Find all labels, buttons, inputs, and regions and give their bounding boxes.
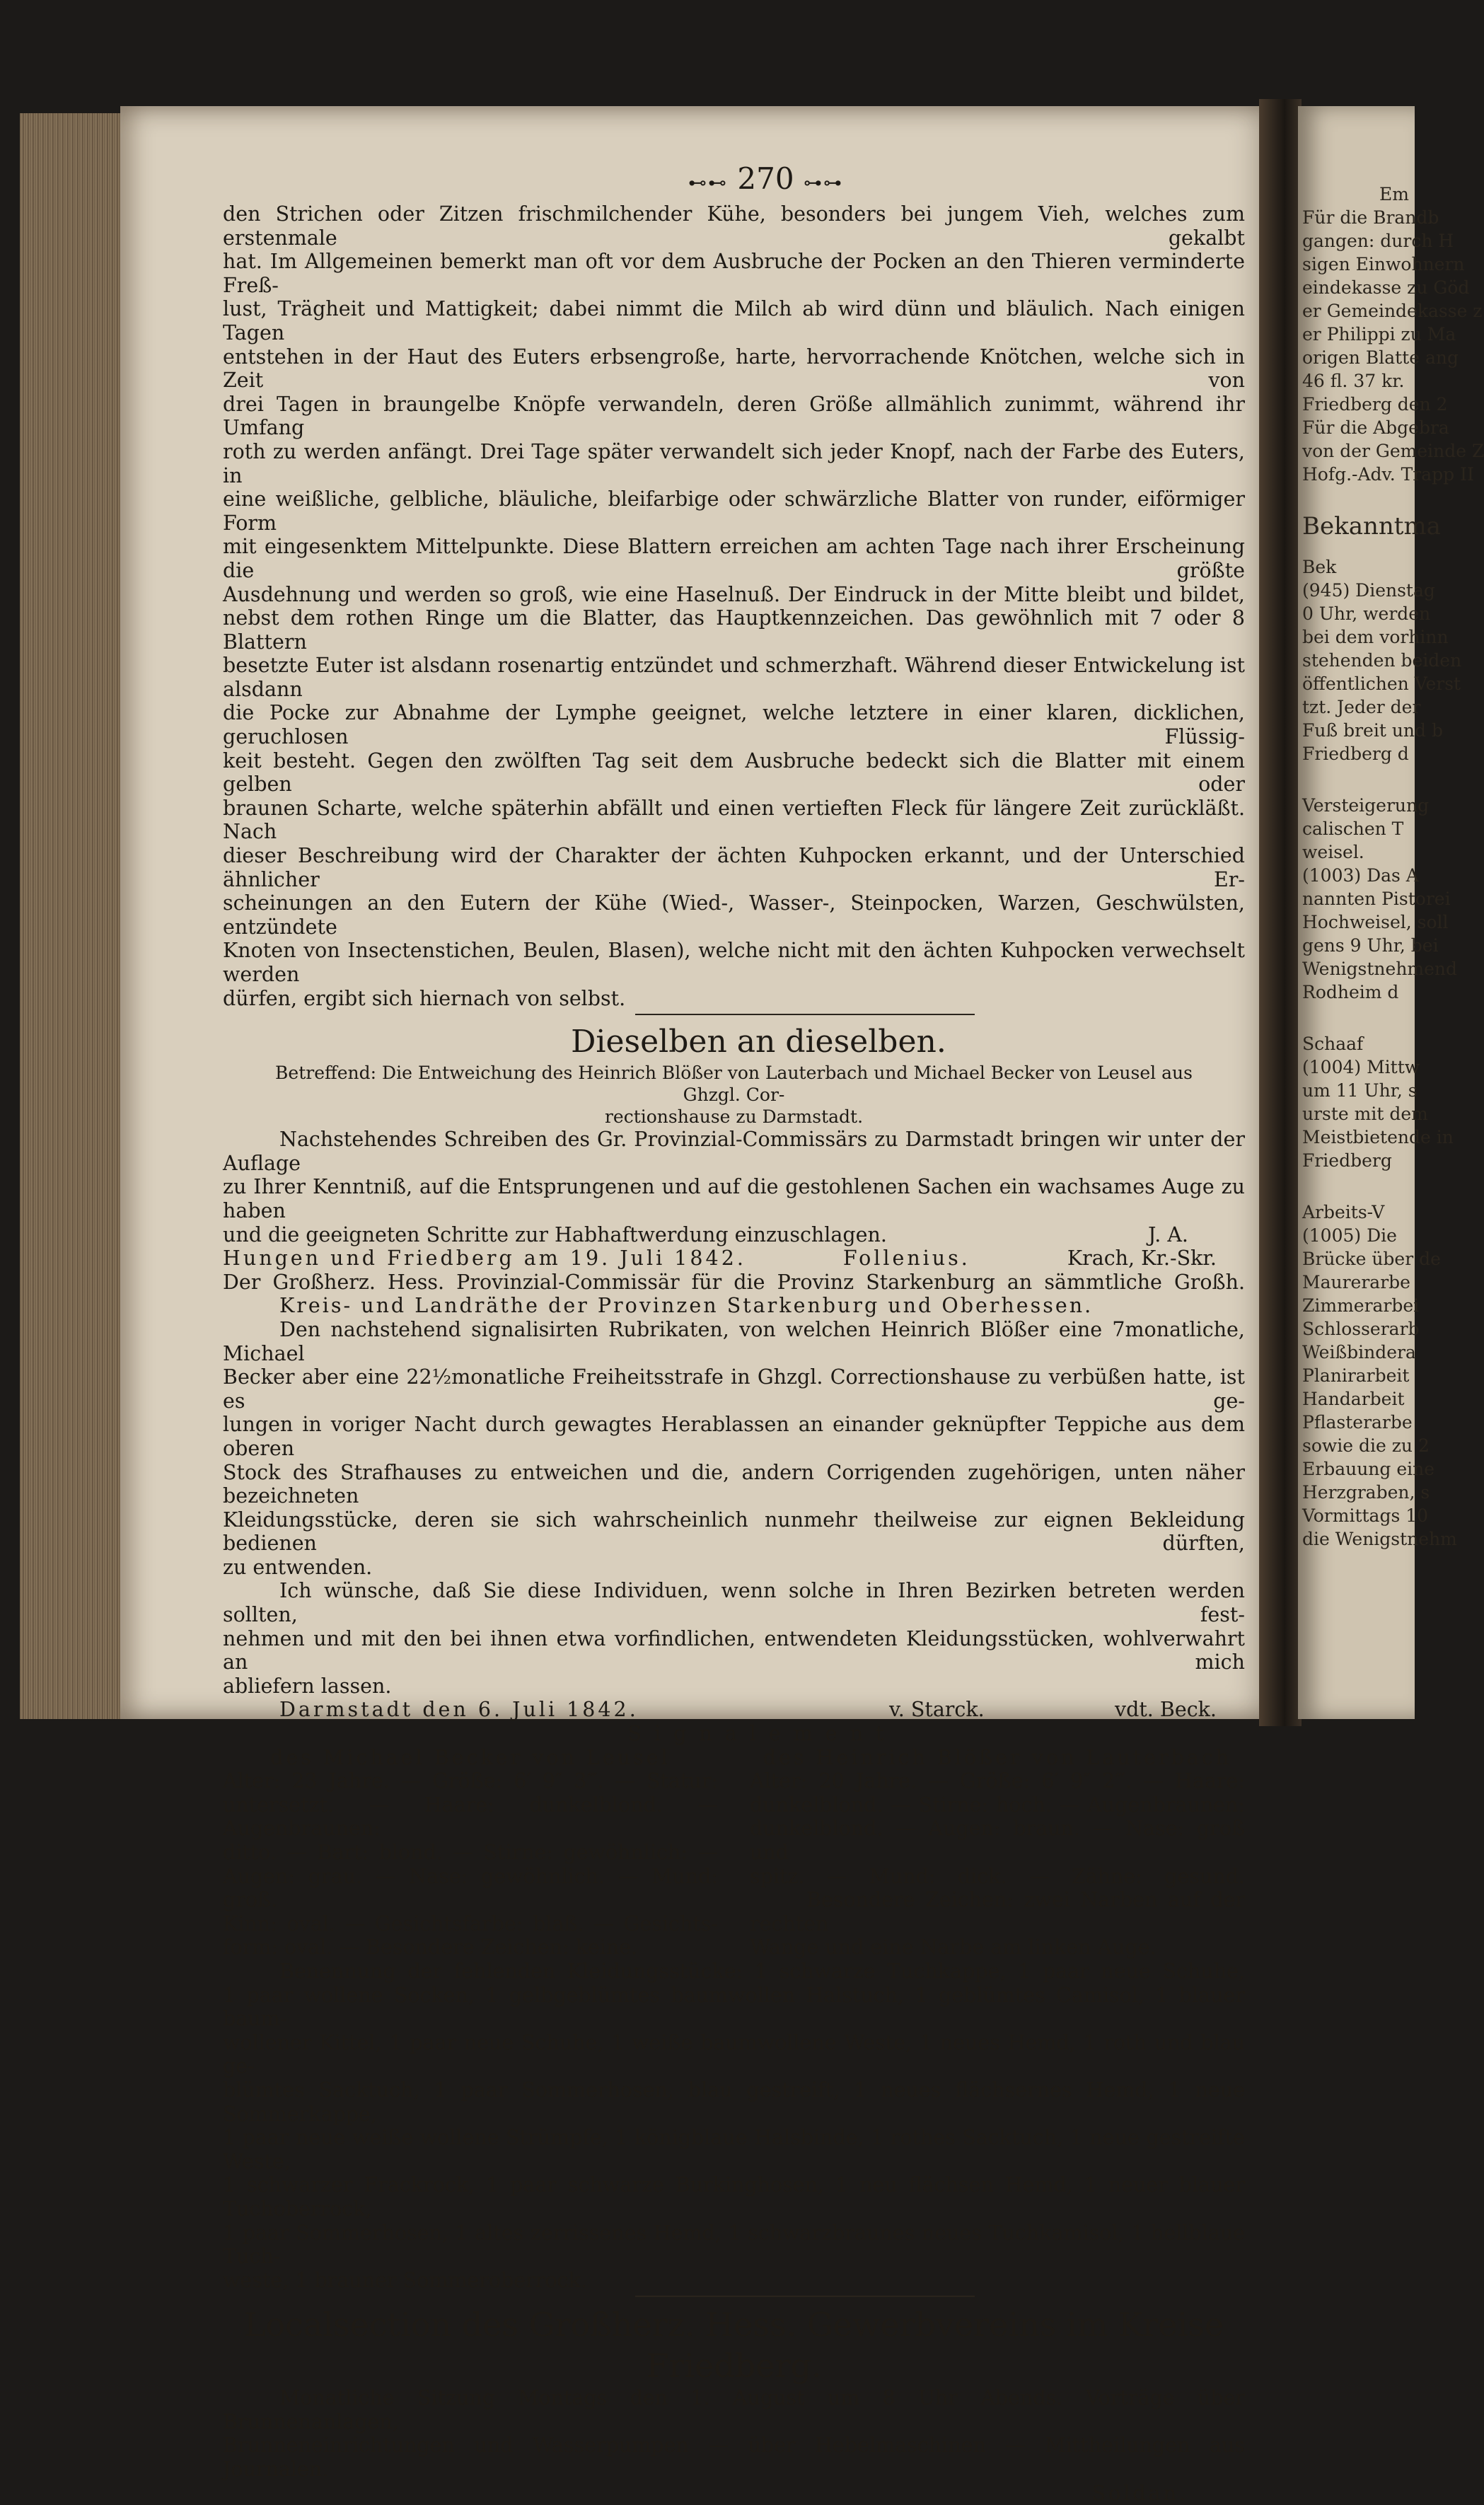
next-page-text: Bekanntma <box>1302 512 1441 540</box>
signalement-line: Augen: grau. — Nase: gewöhnlich. — Mund: groß. <box>223 1864 718 1912</box>
next-page-text: er Philippi zu Ma <box>1302 324 1456 345</box>
clothing-line: 1 paar neue weiße wollene Strümpfe, 1 königblaue Halsbinde, 1 rothes Sacktuch, 1 neue gestreifte Weste, <box>223 2126 1245 2173</box>
signalement-line: dunkelblond. — Stirne: hoch. — Augenbraunen: <box>750 1793 1245 1817</box>
paragraph-escape <box>223 1318 1245 1580</box>
next-page-text: Herzgraben, s <box>1302 1482 1430 1503</box>
next-page-text: (1005) Die <box>1302 1225 1397 1246</box>
next-page-text: Vormittags 10 <box>1302 1505 1429 1526</box>
signalement-line: Kinn: oval. — Gesichtsfarbe: blaß. — Gesichts- <box>223 1911 718 1936</box>
ia-mark: J. A. <box>1148 1222 1188 1246</box>
intro-line: eine weißliche, gelbliche, bläuliche, bleifarbige oder schwärzliche Blatter von runder, eiförmiger Form <box>223 487 1245 535</box>
intro-line: Ausdehnung und werden so groß, wie eine Haselnuß. Der Eindruck in der Mitte bleibt und bildet, <box>223 582 1245 606</box>
next-page-text: Handarbeit <box>1302 1389 1405 1409</box>
next-page-text: um 11 Uhr, s <box>1302 1080 1418 1101</box>
next-page-text: eindekasse zu Göd <box>1302 277 1470 298</box>
next-page-text: Rodheim d <box>1302 982 1399 1002</box>
intro-line: nebst dem rothen Ringe um die Blatter, das Hauptkennzeichen. Das gewöhnlich mit 7 oder 8 Blattern <box>223 606 1245 654</box>
next-page-text: Friedberg d <box>1302 744 1409 764</box>
section2-text <box>223 2386 1245 2481</box>
next-page-text: Erbauung eine <box>1302 1459 1435 1479</box>
divider-2 <box>635 2296 975 2297</box>
signature-krach: Krach, Kr.-Skr. <box>1067 1246 1217 1271</box>
subject-line-text: Betreffend: Die Entweichung des Heinrich Blößer von Lauterbach und Michael Becker von Leusel aus Ghzgl. Cor- <box>275 1063 1193 1106</box>
signalement-line: untersetzt. — Haare: dunkelblond. — Augenbraunen: <box>223 1793 718 1841</box>
next-page-text: er Gemeindekasse z <box>1302 301 1483 321</box>
signature-soldan: Soldan. <box>1091 2481 1188 2505</box>
next-page-text: 46 fl. 37 kr. <box>1302 371 1405 391</box>
clothing-line: wollener Kittel, 1 paar neue Schuhe, 1 weiße baumwollene Weste, 1 neues Hemd, 1 roth und blau ge- <box>223 2030 1245 2078</box>
next-page-text: von der Gemeinde Z <box>1302 441 1484 461</box>
signalement-line: Alter: 20 Jahre. — Größe: 6′ 9″ 2‴. — Haare: <box>750 1769 1245 1793</box>
intro-line: keit besteht. Gegen den zwölften Tag seit dem Ausbruche bedeckt sich die Blatter mit einem gelben oder <box>223 748 1245 797</box>
next-page-text: Arbeits-V <box>1302 1202 1385 1222</box>
next-page-text: weisel. <box>1302 842 1364 862</box>
next-page-text: Für die Brandb <box>1302 207 1439 228</box>
paragraph-line: zu entwenden. <box>223 1555 373 1579</box>
signalement-becker <box>223 1746 718 1960</box>
signalement-line: Alter: 23 Jahre. — Größe: 6′ 9″ 3‴. — Statur: <box>223 1769 718 1793</box>
next-page-text: Brücke über de <box>1302 1249 1441 1269</box>
intro-line: scheinungen an den Eutern der Kühe (Wied-, Wasser-, Steinpocken, Warzen, Geschwülsten, entzündete <box>223 891 1245 939</box>
book-gutter <box>1259 99 1302 1726</box>
next-page-text: tzt. Jeder der <box>1302 697 1421 717</box>
paragraph-intro <box>223 1128 1245 1246</box>
signalement-bloesser <box>750 1746 1245 1960</box>
next-page-text: origen Blatte ang <box>1302 347 1459 368</box>
clothing-line: weste, 1 brauner Sommeroberrock. <box>223 2268 587 2292</box>
next-page-text: Hofg.-Adv. Trapp II <box>1302 464 1474 485</box>
paragraph-line: Kleidungsstücke, deren sie sich wahrscheinlich nunmehr theilweise zur eignen Bekleidung bedienen dürften, <box>223 1508 1245 1556</box>
paragraph-line: Den nachstehend signalisirten Rubrikaten, von welchen Heinrich Blößer eine 7monatliche, Michael <box>223 1317 1245 1365</box>
next-page-text: Pflasterarbe <box>1302 1412 1413 1433</box>
signalement-line: form: oval. — Besondere Zeichen: keine. <box>223 1936 638 1960</box>
intro-line: Knoten von Insectenstichen, Beulen, Blasen), welche nicht mit den ächten Kuhpocken verwechselt werden <box>223 939 1245 986</box>
section2-line: Monatliche Sitzung Montags den 1. August um 8 Uhr Abends. Vorträge über Brunnenanlagen, <box>223 2386 1245 2434</box>
clothing-list <box>223 1960 1245 2292</box>
next-page-text: Em <box>1379 184 1409 204</box>
signalement-line: Besondere Zeichen: zwei Narben auf der rechten <box>750 1888 1245 1936</box>
next-page-text: Friedberg den 2 <box>1302 394 1448 415</box>
next-page-text: (945) Dienstag <box>1302 580 1435 601</box>
clothing-line: 1 schwarzer Frackrock, 1 paar schwarze Burkinghosen, 1 neu flächsen Hemd, 1 neuer blauer Tuchoberrock, <box>223 2173 1245 2221</box>
next-page-text: bei dem vorhinn <box>1302 627 1449 647</box>
intro-line: die Pocke zur Abnahme der Lymphe geeignet, welche letztere in einer klaren, dicklichen, geruchlosen Flüssig- <box>223 701 1245 749</box>
next-page-text: die Wenigstnehm <box>1302 1529 1457 1549</box>
next-page-text: nannten Pistorei <box>1302 889 1451 909</box>
next-page-text: urste mit dem <box>1302 1104 1428 1124</box>
address-line: Der Großherz. Hess. Provinzial-Commissär für die Provinz Starkenburg an sämmtliche Großh. <box>223 1270 1245 1294</box>
section2-line: Brunneneinrichtungen und Wasserpumpen — über Hebelmaschinen — Mittheilungen aus Journalen. <box>223 2434 1245 2482</box>
paragraph-line: abliefern lassen. <box>223 1674 392 1698</box>
paragraph-line: Becker aber eine 22½monatliche Freiheitsstrafe in Ghzgl. Correctionshause zu verbüßen hatte, ist es ge- <box>223 1365 1245 1413</box>
ornament-right-icon: ⊶⊶ <box>803 173 843 194</box>
next-page-text: stehenden beiden <box>1302 650 1462 671</box>
clothing-line: 1 paar Sommerhosen, 1 altes zerrissenes Hemd, 1 schwarzbraunes neues Tuchkamisol, 1 hellblaue Tuch- <box>223 2221 1245 2269</box>
signalement-line: ditto. — Bart: blond. — Stirne: gewöhnlich: — <box>223 1841 718 1864</box>
intro-line: besetzte Euter ist alsdann rosenartig entzündet und schmerzhaft. Während dieser Entwickelung ist alsdann <box>223 654 1245 701</box>
page-number: 270 <box>737 161 794 196</box>
signature-beck: vdt. Beck. <box>1114 1698 1217 1722</box>
signalement-title: Signalement <box>627 1722 897 1746</box>
intro-line: den Strichen oder Zitzen frischmilchender Kühe, besonders bei jungem Vieh, welches zum erstenmale gekalbt <box>223 202 1245 250</box>
signature-row-2 <box>223 1698 1245 1722</box>
clothing-line: blümtes Sacktuch, 1 paar Sommerhosen, blau gestreift, 1 neues flächsernes Hemd, 1 neue Sommerkappe, <box>223 2078 1245 2126</box>
signalement-columns <box>223 1746 1245 1960</box>
next-page-text: 0 Uhr, werden <box>1302 603 1431 624</box>
intro-line: drei Tagen in braungelbe Knöpfe verwandeln, deren Größe allmählich zunimmt, während ihr Umfang <box>223 392 1245 440</box>
next-page-text: Schlosserarb <box>1302 1319 1420 1339</box>
intro-line: braunen Scharte, welche späterhin abfällt und einen vertieften Fleck für längere Zeit zurückläßt. Nach <box>223 796 1245 844</box>
page-content <box>223 161 1245 2505</box>
next-page-text: Wenigstnehmend <box>1302 959 1458 979</box>
next-page-text: sigen Einwohnern <box>1302 254 1465 274</box>
divider <box>635 1014 975 1015</box>
next-page-text: Zimmerarbei <box>1302 1295 1420 1316</box>
next-page-text: Schaaf <box>1302 1034 1364 1054</box>
place-date-2: Darmstadt den 6. Juli 1842. <box>279 1698 639 1722</box>
next-page-text: Maurerarbe <box>1302 1272 1410 1292</box>
intro-line: hat. Im Allgemeinen bemerkt man oft vor dem Ausbruche der Pocken an den Thieren verminderte Freß- <box>223 250 1245 297</box>
next-page-text: (1003) Das A <box>1302 865 1419 886</box>
signalement-line: spitz. — Mund: dick. — Zähne: gesund. <box>750 1864 1245 1888</box>
next-page-text: Weißbindera <box>1302 1342 1416 1363</box>
clothing-line: 1 paar wollene Socken, 1 gelbgeblümtes baumwollen Halstuch, 1 geblümtes Camisol, 1 blauer baum- <box>223 1983 1245 2031</box>
signature-starck: v. Starck. <box>889 1698 985 1722</box>
becker-heading: des Michael Becker von Leusel <box>270 1745 671 1769</box>
intro-line: entstehen in der Haut des Euters erbsengroße, harte, hervorrachende Knötchen, welche sich in Zeit von <box>223 345 1245 393</box>
next-page-text: gangen: durch H <box>1302 231 1454 251</box>
next-page-text: öffentlichen Verst <box>1302 673 1461 694</box>
section2-title: Localsection des Großherz. Hess. Gewerbvereins im Kreise Friedberg. <box>243 2306 1224 2385</box>
clothing-line: Benennung der fehlenden Kleidungsstücke: 1 schwarze Tuchkappe, 1 paar neue Schuhe, <box>279 1959 1245 1983</box>
next-page-text: Fuß breit und b <box>1302 720 1443 741</box>
paragraph-line-with-ia <box>223 1223 1245 1247</box>
place-date: Hungen und Friedberg am 19. Juli 1842. <box>223 1246 746 1271</box>
next-page-fragment <box>1298 106 1484 1719</box>
paragraph-line: nehmen und mit den bei ihnen etwa vorfindlichen, entwendeten Kleidungsstücken, wohlverwahrt an mich <box>223 1626 1245 1674</box>
next-page-text: Für die Abgebra <box>1302 417 1449 438</box>
next-page-text: Friedberg <box>1302 1150 1392 1171</box>
paragraph-line: Ich wünsche, daß Sie diese Individuen, wenn solche in Ihren Bezirken betreten werden sollten, fest- <box>223 1579 1245 1627</box>
signature-follenius: Follenius. <box>842 1246 970 1271</box>
intro-line: mit eingesenktem Mittelpunkte. Diese Blattern erreichen am achten Tage nach ihrer Erscheinung die größte <box>223 535 1245 582</box>
signature-row-1 <box>223 1246 1245 1271</box>
next-page-text: Hochweisel, soll <box>1302 912 1449 932</box>
intro-text <box>223 202 1245 1010</box>
paragraph-line: zu Ihrer Kenntniß, auf die Entsprungenen und auf die gestohlenen Sachen ein wachsames Auge zu haben <box>223 1175 1245 1222</box>
next-page-text: gens 9 Uhr, bei <box>1302 935 1439 956</box>
bloesser-heading: des Heinrich Blößer von Lauterbach <box>763 1745 1232 1769</box>
next-page-text: calischen T <box>1302 818 1404 839</box>
paragraph-line: Nachstehendes Schreiben des Gr. Provinzial-Commissärs zu Darmstadt bringen wir unter der Auflage <box>223 1128 1245 1175</box>
subject-line-text: rectionshause zu Darmstadt. <box>604 1106 864 1128</box>
next-page-text: (1004) Mittw <box>1302 1057 1420 1077</box>
page-header <box>286 161 1245 201</box>
paragraph-request <box>223 1579 1245 1698</box>
subject-line <box>244 1062 1224 1128</box>
signalement-line: dunkelblond. — Augen: braun. — Nase: groß und <box>750 1817 1245 1864</box>
intro-line: dieser Beschreibung wird der Charakter der ächten Kuhpocken erkannt, und der Unterschied ähnlicher Er- <box>223 844 1245 891</box>
ornament-left-icon: ⊷⊷ <box>688 173 729 194</box>
next-page-text: Versteigerung <box>1302 795 1430 816</box>
intro-line: lust, Trägheit und Mattigkeit; dabei nimmt die Milch ab wird dünn und bläulich. Nach einigen Tagen <box>223 297 1245 345</box>
paragraph-line: Stock des Strafhauses zu entweichen und die, andern Corrigenden zugehörigen, unten näher bezeichneten <box>223 1460 1245 1508</box>
page-edges <box>20 113 126 1719</box>
signalement-line: Wange und eine Narbe am linken Auge. <box>750 1936 1157 1960</box>
paragraph-line: lungen in voriger Nacht durch gewagtes Herablassen an einander geknüpfter Teppiche aus dem oberen <box>223 1413 1245 1460</box>
next-page-text: Planirarbeit <box>1302 1365 1410 1386</box>
paragraph-line: und die geeigneten Schritte zur Habhaftwerdung einzuschlagen. <box>223 1222 887 1246</box>
address-block <box>223 1271 1245 1318</box>
next-page-text: Meistbietende in <box>1302 1127 1454 1147</box>
next-page-text: Bek <box>1302 557 1337 577</box>
intro-line: roth zu werden anfängt. Drei Tage später verwandelt sich jeder Knopf, nach der Farbe des Euters, in <box>223 439 1245 487</box>
next-page-text: sowie die zu 2 <box>1302 1435 1430 1456</box>
address-line: Kreis- und Landräthe der Provinzen Starkenburg und Oberhessen. <box>279 1294 1094 1318</box>
intro-line: dürfen, ergibt sich hiernach von selbst. <box>223 986 626 1010</box>
section1-title: Dieselben an dieselben. <box>571 1024 946 1060</box>
